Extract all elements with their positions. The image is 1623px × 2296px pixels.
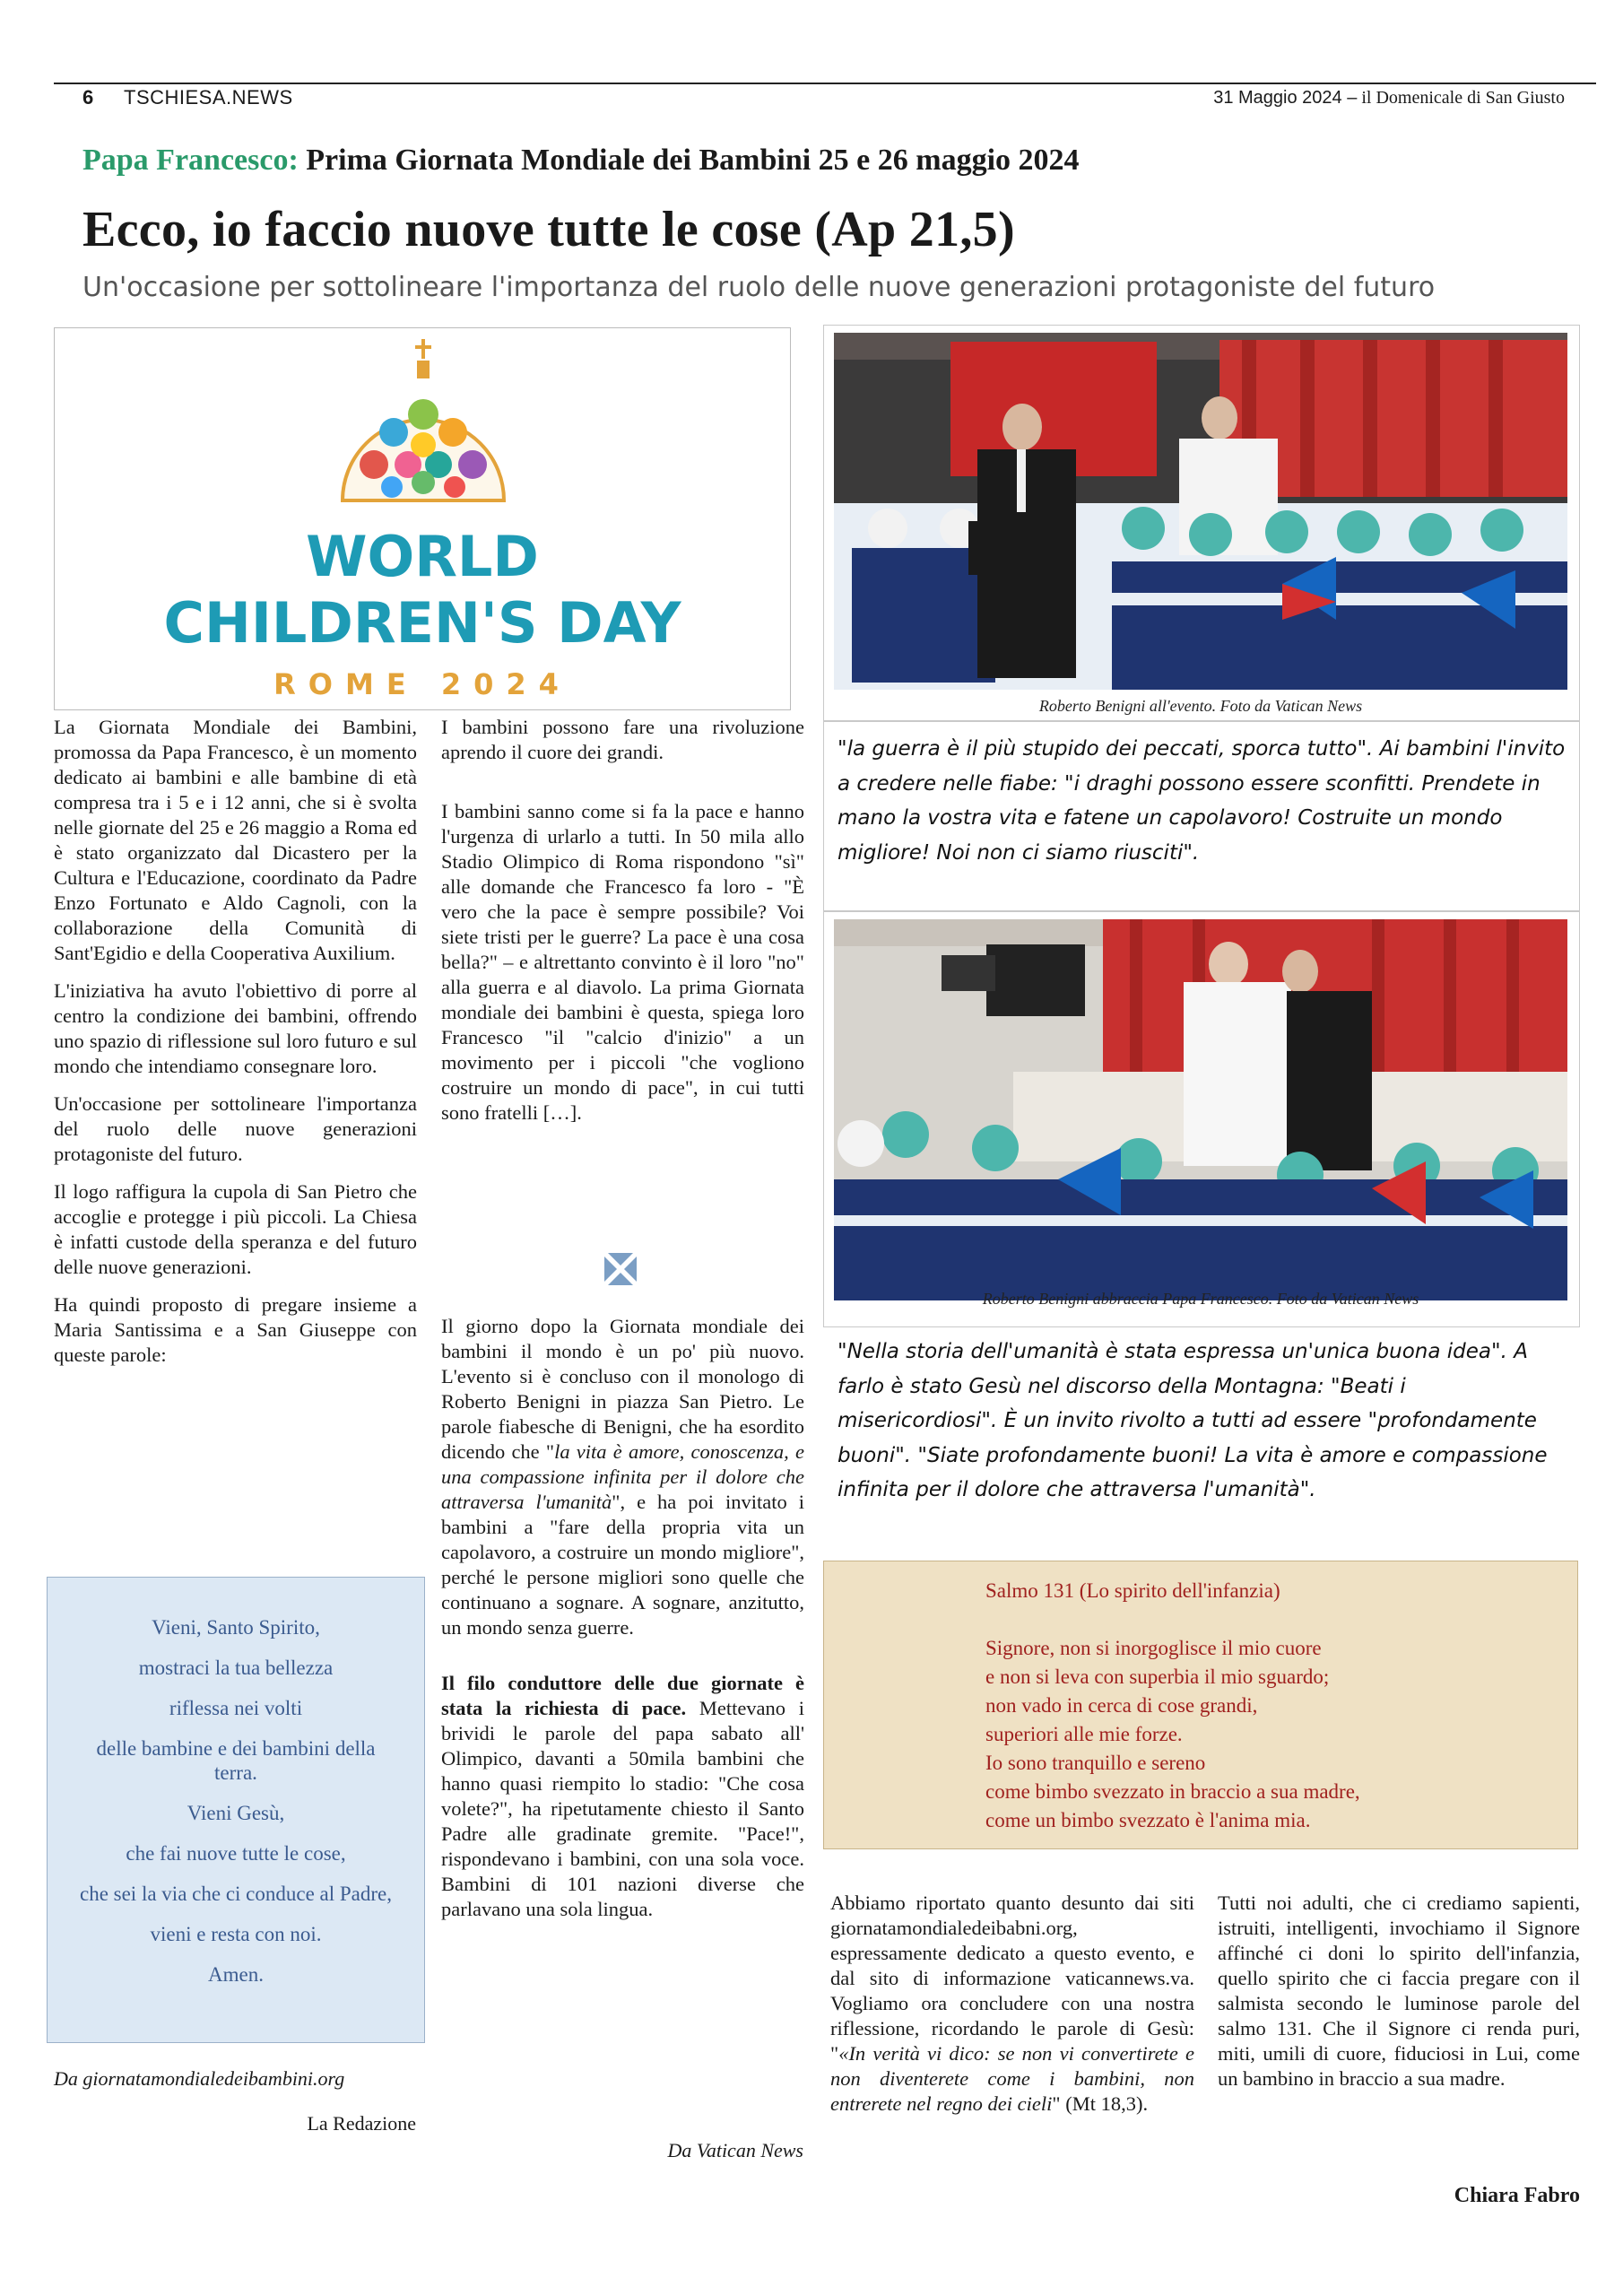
cross-icon xyxy=(603,1251,638,1287)
header-rule xyxy=(54,83,1596,84)
psalm-box xyxy=(823,1561,1578,1849)
col3-text: " (Mt 18,3). xyxy=(1052,2092,1149,2115)
prayer-line: che sei la via che ci conduce al Padre, xyxy=(79,1883,393,1905)
issue-date: 31 Maggio 2024 – xyxy=(1213,88,1358,108)
photo-caption-1: Roberto Benigni all'evento. Foto da Vatican News xyxy=(1038,697,1363,715)
article-title: Ecco, io faccio nuove tutte le cose (Ap 21,5) xyxy=(82,202,1015,257)
psalm-line: e non si leva con superbia il mio sguardo; xyxy=(985,1665,1330,1688)
psalm-line: Signore, non si inorgoglisce il mio cuore xyxy=(985,1637,1322,1659)
psalm-line: come un bimbo svezzato è l'anima mia. xyxy=(985,1809,1311,1831)
column-4 xyxy=(1218,1891,1580,2104)
psalm-line: Io sono tranquillo e sereno xyxy=(985,1752,1206,1774)
photo-benigni-event-image xyxy=(834,333,1567,690)
col2-paragraph xyxy=(441,1314,804,1640)
prayer-line: delle bambine e dei bambini della xyxy=(96,1737,376,1760)
photo-benigni-event xyxy=(834,333,1567,690)
logo-line-childrens-day: CHILDREN'S DAY xyxy=(163,590,681,656)
page-number: 6 xyxy=(82,86,94,109)
col1-author: La Redazione xyxy=(307,2112,416,2135)
col1-paragraph: L'iniziativa ha avuto l'obiettivo di porre al centro la condizione dei bambini, offrendo uno spazio di riflessione sul loro futuro e sul mondo che intendiamo consegnare loro. xyxy=(54,979,417,1077)
col1-source: Da giornatamondialedeibambini.org xyxy=(54,2067,345,2090)
col3-quote-italic: «In verità vi dico: se non vi convertirete e non diventerete come i bambini, non entrerete nel regno dei cieli xyxy=(830,2042,1194,2115)
issue-title: il Domenicale di San Giusto xyxy=(1361,88,1565,108)
psalm-line: come bimbo svezzato in braccio a sua madre, xyxy=(985,1780,1360,1803)
photo-benigni-hug-image xyxy=(834,919,1567,1300)
col1-paragraph: Ha quindi proposto di pregare insieme a Maria Santissima e a San Giuseppe con queste parole: xyxy=(54,1293,417,1366)
article-subtitle: Un'occasione per sottolineare l'importanza del ruolo delle nuove generazioni protagoniste del futuro xyxy=(82,272,1436,303)
kicker-prefix: Papa Francesco: xyxy=(82,144,299,177)
photo-caption-2: Roberto Benigni abbraccia Papa Francesco. Foto da Vatican News xyxy=(982,1290,1419,1308)
world-childrens-day-logo xyxy=(54,327,791,710)
col2-quote-italic: la vita è amore, conoscenza, e una compassione infinita per il dolore che attraversa l'umanità xyxy=(441,1440,805,1513)
col2-text: Il giorno dopo la Giornata mondiale dei bambini il mondo è un po' più nuovo. L'evento si è concluso con il monologo di Roberto Benigni in piazza San Pietro. Le parole fiabesche di Benigni, che ha esordito dicendo che " xyxy=(441,1315,804,1463)
psalm-title: Salmo 131 (Lo spirito dell'infanzia) xyxy=(985,1579,1280,1602)
column-2-continued xyxy=(441,1314,804,1935)
col1-paragraph: Un'occasione per sottolineare l'importanza del ruolo delle nuove generazioni protagoniste del futuro. xyxy=(54,1092,417,1165)
col2-paragraph: I bambini possono fare una rivoluzione aprendo il cuore dei grandi. xyxy=(441,716,804,763)
column-3 xyxy=(830,1891,1194,2129)
psalm-line: non vado in cerca di cose grandi, xyxy=(985,1694,1258,1717)
dome-hands-icon xyxy=(338,339,508,509)
prayer-line: mostraci la tua bellezza xyxy=(138,1657,334,1679)
article-kicker xyxy=(82,144,1080,178)
col2-text: Mettevano i brividi le parole del papa sabato all' Olimpico, davanti a 50mila bambini che hanno quasi riempito lo stadio: "Che cosa volete?", ha ripetutamente chiesto il Santo Padre alle gradinate gremite. "Pace!", rispondevano i bambini, con una sola voce. Bambini di 101 nazioni diverse che parlavano una sola lingua. xyxy=(441,1697,804,1920)
prayer-line: riflessa nei volti xyxy=(169,1697,303,1719)
col4-paragraph: Tutti noi adulti, che ci crediamo sapienti, istruiti, intelligenti, invochiamo il Signore affinché ci doni lo spirito dell'infanzia, quello spirito che ci faccia pregare con il salmista secondo le luminose parole del salmo 131. Che il Signore ci renda puri, miti, umili di cuore, fiduciosi in Lui, come un bambino in braccio a sua madre. xyxy=(1218,1892,1580,2090)
benigni-quote-1: "la guerra è il più stupido dei peccati, sporca tutto". Ai bambini l'invito a credere nelle fiabe: "i draghi possono essere sconfitti. Prendete in mano la vostra vita e fatene un capolavoro! Costruite un mondo migliore! Noi non ci siamo riusciti". xyxy=(838,737,1566,865)
prayer-line: Vieni Gesù, xyxy=(187,1802,285,1824)
prayer-line: Vieni, Santo Spirito, xyxy=(152,1616,320,1639)
psalm-line: superiori alle mie forze. xyxy=(985,1723,1183,1745)
prayer-line: terra. xyxy=(214,1761,257,1784)
col2-bold-lead: Il filo conduttore delle due giornate è stata la richiesta di pace. xyxy=(441,1672,804,1719)
benigni-quote-2: "Nella storia dell'umanità è stata espressa un'unica buona idea". A farlo è stato Gesù nel discorso della Montagna: "Beati i misericordiosi". È un invito rivolto a tutti ad essere "profondamente buoni". "Siate profondamente buoni! La vita è amore e compassione infinita per il dolore che attraversa l'umanità". xyxy=(838,1340,1548,1501)
prayer-box xyxy=(47,1577,425,2043)
prayer-line: vieni e resta con noi. xyxy=(150,1923,322,1945)
col2-paragraph: I bambini sanno come si fa la pace e hanno l'urgenza di urlarlo a tutti. In 50 mila allo Stadio Olimpico di Roma rispondono "sì" alle domande che Francesco fa loro - "È vero che la pace è sempre possibile? Voi siete tristi per le guerre? La pace è una cosa bella?" – e altrettanto convinto è il loro "no" alla guerra e al diavolo. La prima Giornata mondiale dei bambini è questa, spiega loro Francesco "il "calcio d'inizio" a un movimento per i piccoli "che vogliono costruire un mondo di pace", in cui tutti sono fratelli […]. xyxy=(441,800,804,1124)
prayer-line: che fai nuove tutte le cose, xyxy=(126,1842,346,1865)
col2-text: ", e ha poi invitato i bambini a "fare della propria vita un capolavoro, a costruire un mondo migliore", perché le persone migliori sono quelle che continuano a sognare. A sognare, anzitutto, un mondo senza guerre. xyxy=(441,1491,804,1639)
column-1 xyxy=(54,715,417,1380)
logo-line-world: WORLD xyxy=(306,524,539,589)
site-name: TSCHIESA.NEWS xyxy=(124,86,293,109)
prayer-line: Amen. xyxy=(208,1963,264,1986)
photo-benigni-hug xyxy=(834,919,1567,1300)
col3-paragraph xyxy=(830,1891,1194,2117)
col3-text: Abbiamo riportato quanto desunto dai siti giornatamondialedeibabni.org, espressamente dedicato a questo evento, e dal sito di informazione vaticannews.va. Vogliamo ora concludere con una nostra riflessione, ricordando le parole di Gesù: " xyxy=(830,1892,1194,2065)
col2-paragraph xyxy=(441,1671,804,1922)
col1-paragraph: Il logo raffigura la cupola di San Pietro che accoglie e protegge i più piccoli. La Chiesa è infatti custode della speranza e del futuro delle nuove generazioni. xyxy=(54,1180,417,1278)
issue-info xyxy=(1213,88,1565,109)
column-2 xyxy=(441,715,804,1138)
col1-paragraph: La Giornata Mondiale dei Bambini, promossa da Papa Francesco, è un momento dedicato ai bambini e alle bambine di età compresa tra i 5 e i 12 anni, che si è svolta nelle giornate del 25 e 26 maggio a Roma ed è stato organizzato dal Dicastero per la Cultura e l'Educazione, coordinato da Padre Enzo Fortunato e Aldo Cagnoli, con la collaborazione della Comunità di Sant'Egidio e della Cooperativa Auxilium. xyxy=(54,716,417,964)
kicker-text: Prima Giornata Mondiale dei Bambini 25 e 26 maggio 2024 xyxy=(306,144,1080,177)
logo-line-rome: ROME 2024 xyxy=(273,667,571,701)
author-signature: Chiara Fabro xyxy=(1454,2184,1580,2207)
col2-source: Da Vatican News xyxy=(667,2139,803,2161)
